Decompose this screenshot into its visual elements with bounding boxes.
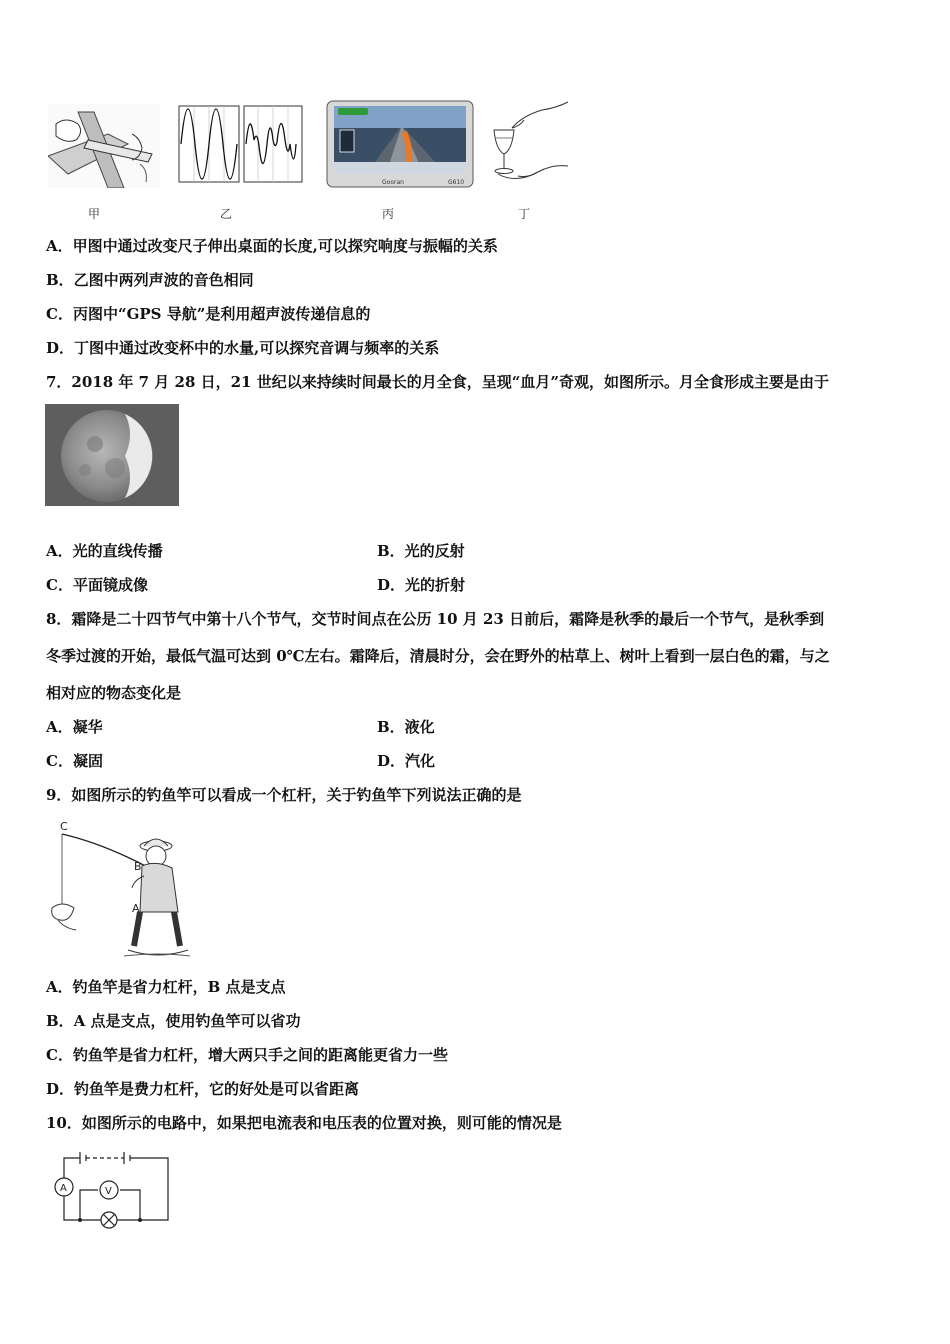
fishing-label-c: C	[60, 820, 68, 833]
caption-yi: 乙	[220, 207, 233, 221]
ammeter-label: A	[60, 1183, 67, 1194]
q7-option-c: C．平面镜成像	[46, 576, 148, 594]
figure-blood-moon	[45, 404, 179, 506]
caption-ding: 丁	[518, 207, 531, 221]
q6-option-c: C．丙图中“GPS 导航”是利用超声波传递信息的	[46, 305, 371, 323]
q9-stem: 9．如图所示的钓鱼竿可以看成一个杠杆，关于钓鱼竿下列说法正确的是	[46, 786, 522, 804]
q7-stem: 7．2018 年 7 月 28 日，21 世纪以来持续时间最长的月全食，呈现“血月”奇观，如图所示。月全食形成主要是由于	[46, 373, 829, 391]
figure-yi-waveforms	[178, 104, 304, 184]
q7-option-d: D．光的折射	[377, 576, 466, 594]
fishing-label-b: B	[134, 860, 142, 873]
q8-stem-line-2: 冬季过渡的开始，最低气温可达到 0℃左右。霜降后，清晨时分，会在野外的枯草上、树叶上看到一层白色的霜，与之	[46, 647, 830, 665]
gps-model: G610	[448, 179, 465, 186]
q8-stem-line-1: 8．霜降是二十四节气中第十八个节气，交节时间点在公历 10 月 23 日前后，霜降是秋季的最后一个节气，是秋季到	[46, 610, 825, 628]
voltmeter-label: V	[105, 1186, 112, 1197]
figure-ding-glass	[488, 100, 570, 184]
q9-option-a: A．钓鱼竿是省力杠杆，B 点是支点	[46, 978, 286, 996]
q10-stem: 10．如图所示的电路中，如果把电流表和电压表的位置对换，则可能的情况是	[46, 1114, 562, 1132]
q7-option-a: A．光的直线传播	[46, 542, 163, 560]
q6-option-b: B．乙图中两列声波的音色相同	[46, 271, 254, 289]
q9-option-d: D．钓鱼竿是费力杠杆，它的好处是可以省距离	[46, 1080, 360, 1098]
caption-jia: 甲	[88, 207, 101, 221]
q8-option-c: C．凝固	[46, 752, 103, 770]
fishing-label-a: A	[132, 902, 140, 915]
q6-option-a: A．甲图中通过改变尺子伸出桌面的长度,可以探究响度与振幅的关系	[46, 237, 498, 255]
gps-brand: Gooran	[382, 179, 404, 186]
figure-circuit	[50, 1150, 174, 1230]
caption-bing: 丙	[382, 207, 395, 221]
figure-fishing-rod	[44, 816, 194, 958]
q9-option-c: C．钓鱼竿是省力杠杆，增大两只手之间的距离能更省力一些	[46, 1046, 448, 1064]
q8-option-b: B．液化	[377, 718, 435, 736]
q8-option-a: A．凝华	[46, 718, 103, 736]
q9-option-b: B．A 点是支点，使用钓鱼竿可以省功	[46, 1012, 301, 1030]
q8-option-d: D．汽化	[377, 752, 436, 770]
q8-stem-line-3: 相对应的物态变化是	[46, 684, 182, 702]
figure-bing-gps	[326, 100, 474, 188]
q7-option-b: B．光的反射	[377, 542, 465, 560]
q6-option-d: D．丁图中通过改变杯中的水量,可以探究音调与频率的关系	[46, 339, 440, 357]
figure-jia-ruler	[48, 104, 160, 188]
